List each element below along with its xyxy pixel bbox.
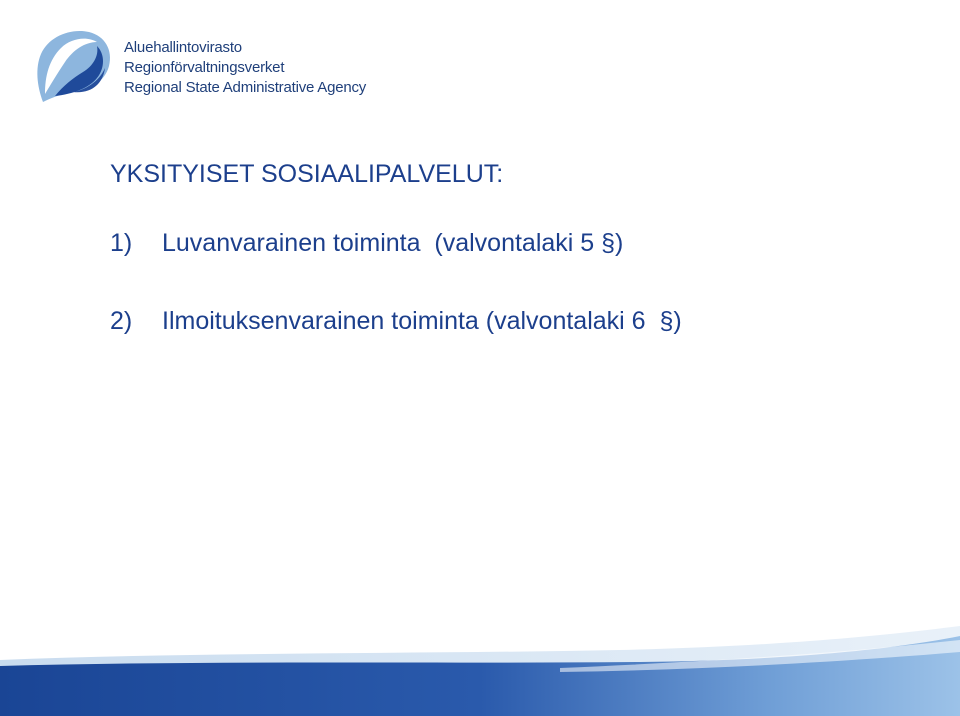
- agency-name-english: Regional State Administrative Agency: [124, 79, 367, 96]
- list-item: [110, 307, 682, 336]
- list-item-text: Ilmoituksenvarainen toiminta (valvontalaki 6 §): [162, 307, 682, 335]
- agency-name-finnish: Aluehallintovirasto: [124, 39, 242, 56]
- agency-logo-icon: [33, 28, 113, 106]
- list-item: [110, 229, 623, 258]
- agency-name-swedish: Regionförvaltningsverket: [124, 59, 285, 76]
- list-item-text: Luvanvarainen toiminta (valvontalaki 5 §): [162, 229, 624, 257]
- agency-name-block: [124, 38, 366, 98]
- slide-title: YKSITYISET SOSIAALIPALVELUT:: [110, 160, 504, 188]
- list-item-number: 1): [110, 229, 133, 257]
- footer-wave-decoration: [0, 618, 960, 716]
- list-item-number: 2): [110, 307, 133, 335]
